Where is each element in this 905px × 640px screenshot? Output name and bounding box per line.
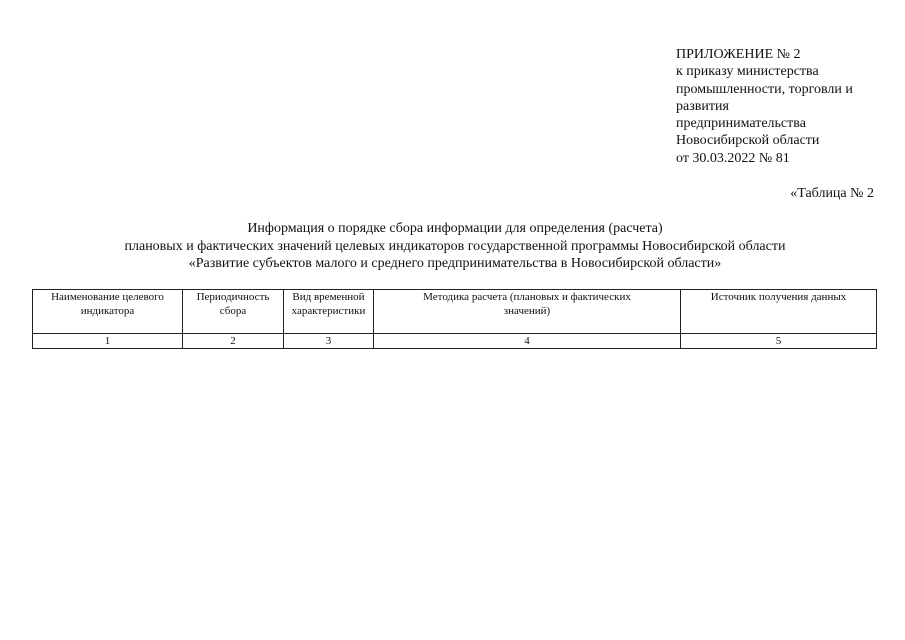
appendix-line: к приказу министерства [676,64,819,80]
appendix-line: развития [676,98,729,114]
header-cell: Источник получения данных [681,290,877,334]
number-cell: 2 [183,334,284,349]
appendix-line: Новосибирской области [676,133,820,149]
number-cell: 3 [284,334,374,349]
title-line: Информация о порядке сбора информации для определения (расчета) [247,221,663,236]
document-title [0,220,905,273]
table-header-row [33,290,877,334]
appendix-line: предпринимательства [676,116,806,132]
number-cell: 4 [374,334,681,349]
table-caption: «Таблица № 2 [790,186,874,201]
number-cell: 5 [681,334,877,349]
appendix-header [676,46,853,167]
table-row [33,334,877,349]
number-cell: 1 [33,334,183,349]
appendix-line: промышленности, торговли и [676,81,853,97]
indicator-table [32,289,877,349]
title-line: плановых и фактических значений целевых индикаторов государственной программы Новосибирской области [124,238,786,254]
appendix-line: от 30.03.2022 № 81 [676,150,790,166]
header-cell: Методика расчета (плановых и фактических значений) [374,290,681,334]
title-line: «Развитие субъектов малого и среднего предпринимательства в Новосибирской области» [188,256,722,271]
header-cell: Наименование целевого индикатора [33,290,183,334]
header-cell: Вид временной характеристики [284,290,374,334]
header-cell: Периодичность сбора [183,290,284,334]
appendix-line: ПРИЛОЖЕНИЕ № 2 [676,47,801,62]
